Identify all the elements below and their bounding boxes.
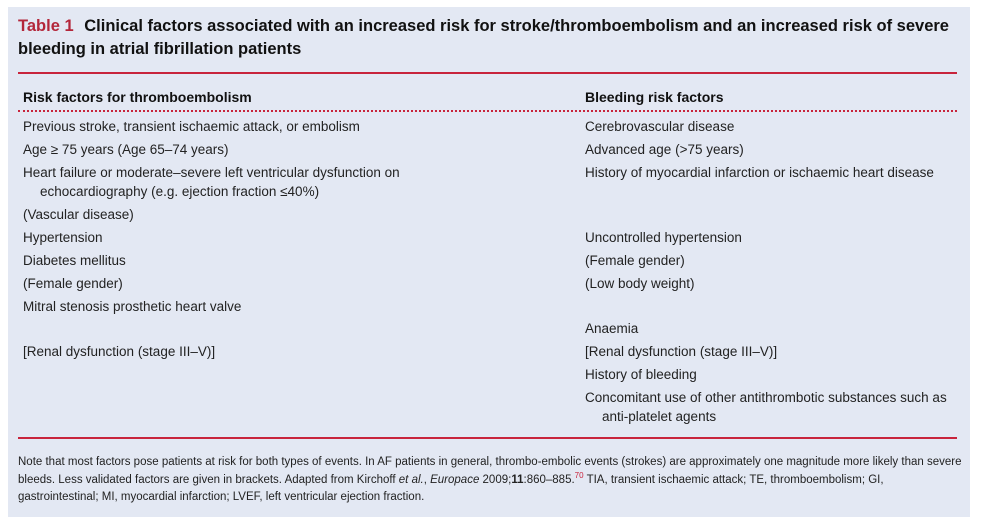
table-title: Clinical factors associated with an increased risk for stroke/thromboembolism and an increased risk of severe bleeding in atrial fibrillation patients: [18, 17, 949, 58]
left-row-1: Previous stroke, transient ischaemic attack, or embolism: [23, 119, 360, 134]
bottom-rule: [18, 437, 957, 439]
left-row-3: Heart failure or moderate–severe left ventricular dysfunction on echocardiography (e.g. ejection fraction ≤40%): [23, 165, 400, 199]
right-row-4: Uncontrolled hypertension: [585, 230, 742, 245]
right-row-7: Anaemia: [585, 321, 639, 336]
right-row-9: History of bleeding: [585, 367, 697, 382]
table-panel: [8, 7, 970, 517]
left-row-6: Diabetes mellitus: [23, 253, 126, 268]
right-row-1: Cerebrovascular disease: [585, 119, 735, 134]
left-row-8: Mitral stenosis prosthetic heart valve: [23, 299, 242, 314]
right-row-2: Advanced age (>75 years): [585, 142, 744, 157]
left-row-2: Age ≥ 75 years (Age 65–74 years): [23, 142, 229, 157]
right-row-10: Concomitant use of other antithrombotic substances such as anti-platelet agents: [585, 390, 947, 424]
right-row-8: [Renal dysfunction (stage III–V)]: [585, 344, 778, 359]
table-label: Table 1: [18, 17, 74, 35]
right-row-6: (Low body weight): [585, 276, 695, 291]
reference-superscript[interactable]: 70: [574, 470, 584, 480]
column-header-thromboembolism: Risk factors for thromboembolism: [23, 89, 252, 105]
table-caption: [18, 15, 963, 61]
column-header-bleeding: Bleeding risk factors: [585, 89, 724, 105]
header-divider: [18, 110, 957, 112]
table-footnote: Note that most factors pose patients at risk for both types of events. In AF patients in general, thrombo-embolic events (strokes) are approximately one magnitude more likely than severe bleeds. Less validated factors are given in brackets. Adapted from Kirchoff et al., Europace 2009;11:860–885.70 TIA, transient ischaemic attack; TE, thromboembolism; GI, gastrointestinal; MI, myocardial infarction; LVEF, left ventricular ejection fraction.: [18, 456, 962, 503]
left-row-5: Hypertension: [23, 230, 103, 245]
right-row-5: (Female gender): [585, 253, 685, 268]
top-rule: [18, 72, 957, 74]
left-row-9: [Renal dysfunction (stage III–V)]: [23, 344, 216, 359]
right-row-3: History of myocardial infarction or ischaemic heart disease: [585, 165, 934, 180]
left-row-4: (Vascular disease): [23, 207, 134, 222]
left-row-7: (Female gender): [23, 276, 123, 291]
